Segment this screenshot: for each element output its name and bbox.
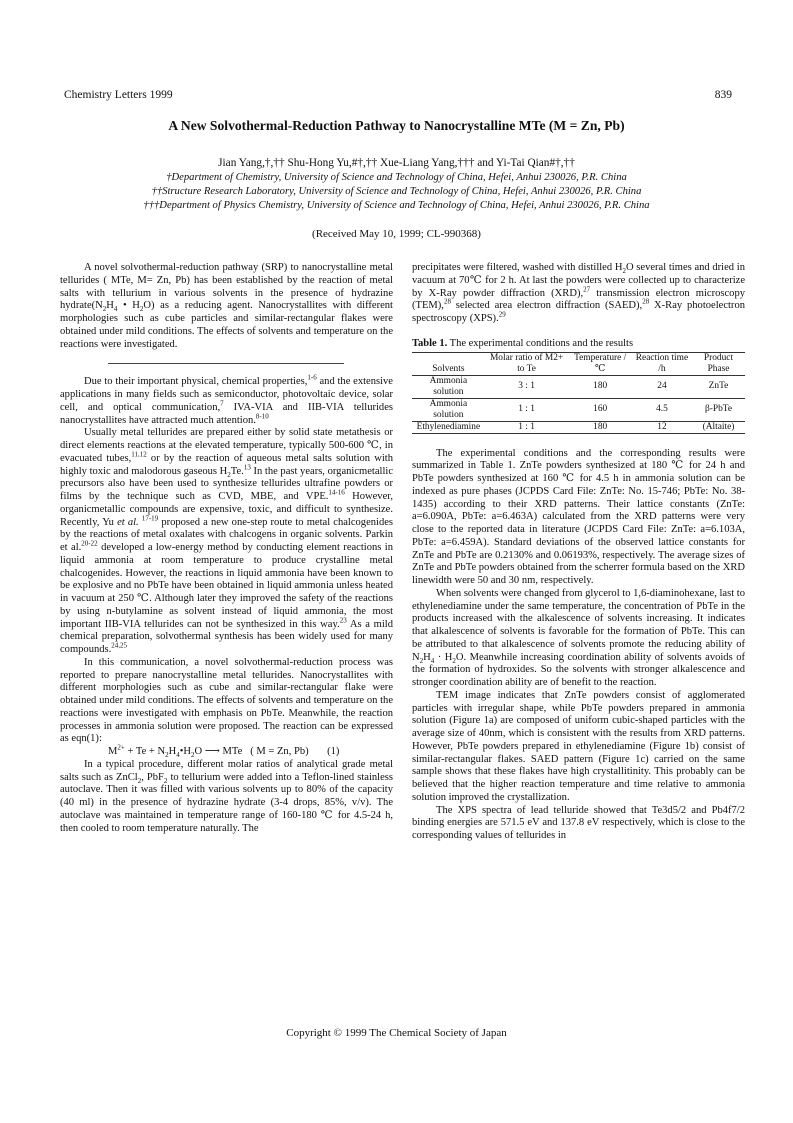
table-row: Ammonia solution 3 : 1 180 24 ZnTe: [412, 375, 745, 398]
conditions-table: [412, 352, 745, 434]
body-paragraph: TEM image indicates that ZnTe powders consist of agglomerated particles with irregular shape, while PbTe powders prepared in ammonia solution (Figure 1a) are composed of uniform cubic-shaped particles with the average size of 40nm, which is consistent with the results from XRD patterns. However, PbTe powders prepared in ethylenediamine (Figure 1b) consist of similar-rectangular flakes. SAED pattern (Figure 1c) carried on the same sample shows that these flakes have high crystallitinity. This probably can be believed that the higher reaction temperature and time relative to ammonia solution improved the crystallization.: [412, 689, 745, 803]
body-paragraph: In this communication, a novel solvothermal-reduction process was reported to prepare nanocrystalline metal tellurides. Nanocrystallites with different morphologies such as cube and similar-rectangular flake were obtained under mild conditions. The effects of solvents and temperature on the reactions were investigated with emphasis on PbTe. Meanwhile, the reaction processes in ammonia solution were proposed. The reaction can be expressed as eqn(1):: [60, 656, 393, 745]
abstract-divider: [108, 363, 344, 364]
page-number: 839: [714, 89, 732, 101]
body-paragraph: The XPS spectra of lead telluride showed that Te3d5/2 and Pb4f7/2 binding energies are 571.5 eV and 137.8 eV respectively, which is close to the corresponding values of tellurides in: [412, 804, 745, 841]
running-header-journal: Chemistry Letters 1999: [64, 89, 173, 101]
affiliation-2: ††Structure Research Laboratory, University of Science and Technology of China, Hefei, Anhui 230026, P.R. China: [151, 186, 642, 197]
table-row: Ammonia solution 1 : 1 160 4.5 β-PbTe: [412, 398, 745, 421]
copyright-footer: Copyright © 1999 The Chemical Society of Japan: [286, 1027, 507, 1039]
table-header-solvents: Solvents: [412, 352, 485, 375]
table-header-temperature: Temperature /℃: [568, 352, 632, 375]
left-column: [60, 262, 393, 835]
body-paragraph: The experimental conditions and the corresponding results were summarized in Table 1. ZnTe powders synthesized at 180 ℃ for 24 h and PbTe powders synthesized at 160 ℃ for 4.5 h in ammonia solution can be indexed as pure phases (JCPDS Card File: ZnTe: No. 15-746; PbTe: No. 38-1435) according to their XRD patterns. Their lattice constants (ZnTe: a=6.090A, PbTe: a=6.463A) calculated from the XRD patterns were very close to the reported data in literature (JCPDS Card File: ZnTe: a=6.103A, PbTe: a=6.459A). Standard deviations of the observed lattice constants for ZnTe and PbTe are 0.2130% and 0.06193%, respectively. The average sizes of ZnTe and PbTe powders obtained from the scherrer formula based on the XRD linewidth were 50 and 30 nm, respectively.: [412, 447, 745, 586]
table-header-ratio: Molar ratio of M2+ to Te: [485, 352, 569, 375]
affiliation-1: †Department of Chemistry, University of Science and Technology of China, Hefei, Anhui 230026, P.R. China: [166, 172, 627, 183]
table-header-phase: Product Phase: [692, 352, 745, 375]
author-list: Jian Yang,†,†† Shu-Hong Yu,#†,†† Xue-Liang Yang,††† and Yi-Tai Qian#†,††: [218, 157, 575, 169]
table-header-time: Reaction time /h: [632, 352, 692, 375]
equation-1: $M^{2+} + Te$ + $N_2H_4•H_2O$ ⟶ MTe ( M = Zn, Pb) (1): [108, 743, 340, 760]
body-paragraph: Due to their important physical, chemical properties,$^{1-6}$ and the extensive applications in many fields such as semiconductor, photovoltaic device, solar cell, and optical communication,$^7$ IVA-VIA and IIB-VIA tellurides nanocrystallites have attracted much attention.$^{8-10}$: [60, 373, 393, 426]
affiliation-3: †††Department of Physics Chemistry, University of Science and Technology of China, Hefei, Anhui 230026, P.R. China: [143, 200, 650, 211]
table-row: Ethylenediamine 1 : 1 180 12 (Altaite): [412, 421, 745, 433]
paper-title: A New Solvothermal-Reduction Pathway to Nanocrystalline MTe (M = Zn, Pb): [168, 118, 625, 133]
body-paragraph: precipitates were filtered, washed with distilled $H_2O$ several times and dried in vacuum at 70℃ for 2 h. At last the powders were collected up to characterize by X-Ray powder diffraction (XRD),$^{27}$ transmission electron microscopy (TEM),$^{28}$ selected area electron diffraction (SAED),$^{28}$ X-Ray photoelectron spectroscopy (XPS).$^{29}$: [412, 262, 745, 324]
body-paragraph: When solvents were changed from glycerol to 1,6-diaminohexane, last to ethylenediamine under the same temperature, the concentration of PbTe in the products increased with the alkalescence of solvents increasing. It indicates that alkalescence of solvents is favorable for the formation of PbTe. This can be attributed to that alkalescence of solvents promote the reducing ability of $N_2H_4 \cdot H_2O$. Meanwhile increasing coordination ability of solvents avoids of the formation of hydroxides. So the solvents with stronger alkalescence and stronger coordination ability are of benefit to the reaction.: [412, 587, 745, 688]
abstract-paragraph: A novel solvothermal-reduction pathway (SRP) to nanocrystalline metal tellurides ( MTe, M= Zn, Pb) has been established by the reaction of metal salts with tellurium in various solvents in the presence of hydrazine $hydrate(N_2H_4$ • $H_2O$) as a reducing agent. Nanocrystallites with different morphologies such as cube particles and similar-rectangular flakes were obtained under mild conditions. The effects of solvents and temperature on the reactions were investigated.: [60, 262, 393, 350]
table-caption: Table 1. The experimental conditions and the results: [412, 337, 634, 349]
body-paragraph: Usually metal tellurides are prepared either by solid state metathesis or direct elements reactions at the elevated temperature, typically 500-600 ℃, in evacuated tubes,$^{11,12}$ or by the reaction of aqueous metal salts solution with highly toxic and malodorous gaseous $H_2Te.^{13}$ In the past years, organicmetallic precursors also have been used to synthesize tellurides ultrafine powders or films by the technique such as CVD, MBE, and VPE.$^{14-16}$ However, organicmetallic compounds are expensive, toxic, and difficult to synthesize. Recently, Yu et al. $^{17-19}$ proposed a new one-step route to metal chalcogenides by the reactions of metal oxalates with chalcogens in organic solvents. Parkin et al.$^{20-22}$ developed a low-energy method by conducting element reactions in liquid ammonia at room temperature to produce crystalline metal chalcogenides. However, the reactions in liquid ammonia have been known to be explosive and no PbTe have been obtained in liquid ammonia unless heated in vacuum at 250 ℃. Although later they improved the safety of the reactions by using n-butylamine as solvent instead of liquid ammonia, the most important IIB-VIA tellurides can not be synthesized in this way.$^{23}$ As a mild chemical preparation, solvothermal synthesis has been widely used for many compounds.$^{24,25}$: [60, 427, 394, 655]
right-column: [412, 262, 745, 843]
received-date: (Received May 10, 1999; CL-990368): [312, 228, 481, 240]
body-paragraph: In a typical procedure, different molar ratios of analytical grade metal salts such as ZnCl$_2$, PbF$_2$ to tellurium were added into a Teflon-lined stainless autoclave. Then it was filled with various solvents up to 80% of the capacity (40 ml) in the presence of hydrazine hydrate (3-4 drops, 85%, v/v). The autoclave was maintained in temperature range of 160-180 ℃ for 4.5-24 h, then cooled to room temperature naturally. The: [60, 758, 393, 834]
